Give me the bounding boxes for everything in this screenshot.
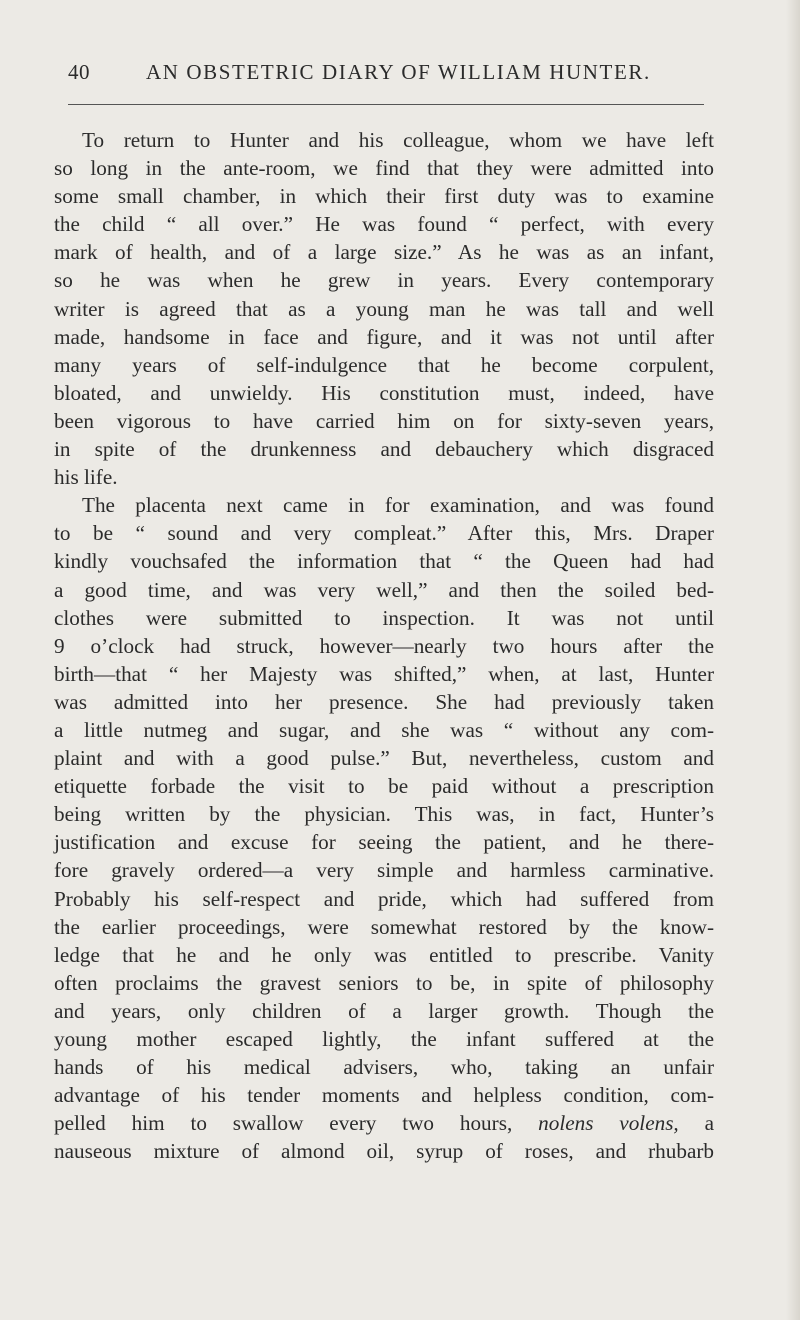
text-line: so long in the ante-room, we find that they were admitted into xyxy=(54,156,714,181)
text-line: to be “ sound and very compleat.” After this, Mrs. Draper xyxy=(54,521,714,546)
text-line: advantage of his tender moments and helpless condition, com- xyxy=(54,1083,714,1108)
text-line: plaint and with a good pulse.” But, nevertheless, custom and xyxy=(54,746,714,771)
text-line: bloated, and unwieldy. His constitution must, indeed, have xyxy=(54,380,714,405)
text-line: justification and excuse for seeing the patient, and he there- xyxy=(54,830,714,855)
text-line: being written by the physician. This was, in fact, Hunter’s xyxy=(54,802,714,827)
page-edge-shadow xyxy=(786,0,800,1320)
running-title: AN OBSTETRIC DIARY OF WILLIAM HUNTER. xyxy=(146,60,651,84)
text-line: 9 o’clock had struck, however—nearly two hours after the xyxy=(54,633,714,658)
text-line: To return to Hunter and his colleague, whom we have left xyxy=(82,128,714,152)
text-line: some small chamber, in which their first duty was to examine xyxy=(54,184,714,209)
text-line: clothes were submitted to inspection. It was not until xyxy=(54,605,714,630)
text-line: made, handsome in face and figure, and it was not until after xyxy=(54,324,714,349)
header-rule xyxy=(68,104,704,105)
text-line: in spite of the drunkenness and debauchery which disgraced xyxy=(54,437,714,462)
text-line: hands of his medical advisers, who, taking an unfair xyxy=(54,1055,714,1080)
text-line: was admitted into her presence. She had previously taken xyxy=(54,689,714,714)
text-line: The placenta next came in for examination, and was found xyxy=(82,493,714,518)
italic-phrase: nolens volens, xyxy=(538,1111,679,1136)
text-line: nauseous mixture of almond oil, syrup of roses, and rhubarb xyxy=(54,1139,714,1164)
text-segment: pelled him to swallow every two hours, xyxy=(54,1111,513,1136)
text-line: his life. xyxy=(54,465,118,490)
text-line: etiquette forbade the visit to be paid without a prescription xyxy=(54,774,714,799)
text-line: writer is agreed that as a young man he was tall and well xyxy=(54,296,714,321)
text-line-with-italic xyxy=(54,1109,714,1137)
text-line: the earlier proceedings, were somewhat restored by the know- xyxy=(54,914,714,939)
text-line: kindly vouchsafed the information that “ the Queen had had xyxy=(54,549,714,574)
text-line: been vigorous to have carried him on for sixty-seven years, xyxy=(54,408,714,433)
text-line: birth—that “ her Majesty was shifted,” when, at last, Hunter xyxy=(54,661,714,686)
text-line: young mother escaped lightly, the infant suffered at the xyxy=(54,1027,714,1051)
text-line: and years, only children of a larger growth. Though the xyxy=(54,998,714,1023)
text-line: Probably his self-respect and pride, which had suffered from xyxy=(54,886,714,911)
text-line: so he was when he grew in years. Every contemporary xyxy=(54,268,714,293)
page-number: 40 xyxy=(68,60,90,84)
text-line: a little nutmeg and sugar, and she was “ without any com- xyxy=(54,717,714,742)
text-line: the child “ all over.” He was found “ perfect, with every xyxy=(54,212,714,237)
text-line: ledge that he and he only was entitled to prescribe. Vanity xyxy=(54,942,714,967)
text-line: a good time, and was very well,” and then the soiled bed- xyxy=(54,577,714,602)
text-line: fore gravely ordered—a very simple and harmless carminative. xyxy=(54,858,714,883)
text-segment: a xyxy=(704,1111,715,1136)
running-head xyxy=(68,60,708,92)
text-line: mark of health, and of a large size.” As he was as an infant, xyxy=(54,240,714,265)
text-line: often proclaims the gravest seniors to be, in spite of philosophy xyxy=(54,970,714,995)
text-line: many years of self-indulgence that he become corpulent, xyxy=(54,352,714,377)
body-text xyxy=(54,126,714,1165)
